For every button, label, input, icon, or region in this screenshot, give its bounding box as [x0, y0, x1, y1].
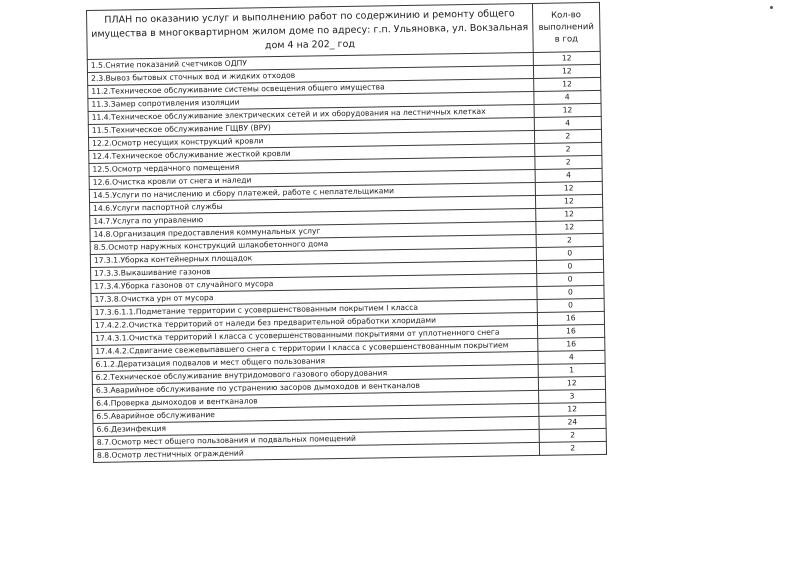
service-count-cell: 4 — [534, 90, 601, 104]
service-count-cell: 4 — [535, 168, 602, 182]
count-column-header: Кол-во выполнений в год — [532, 2, 600, 52]
service-name-cell: 6.4.Проверка дымоходов и вентканалов — [93, 390, 539, 410]
service-count-cell: 12 — [533, 77, 600, 91]
service-name-cell: 6.2.Техническое обслуживание внутридомового газового оборудования — [92, 364, 538, 384]
service-count-cell: 12 — [534, 103, 601, 117]
service-name-cell: 12.6.Очистка кровли от снега и наледи — [89, 169, 535, 189]
service-count-cell: 12 — [533, 51, 600, 65]
service-name-cell: 14.8.Организация предоставления коммунальных услуг — [90, 221, 536, 241]
service-name-cell: 11.3.Замер сопротивления изоляции — [88, 91, 534, 111]
service-name-cell: 8.7.Осмотр мест общего пользования и подвальных помещений — [93, 429, 539, 449]
service-count-cell: 2 — [536, 233, 603, 247]
service-name-cell: 6.6.Дезинфекция — [93, 416, 539, 436]
service-count-cell: 12 — [538, 376, 605, 390]
service-name-cell: 12.2.Осмотр несущих конструкций кровли — [89, 130, 535, 150]
service-count-cell: 0 — [536, 259, 603, 273]
service-count-cell: 3 — [538, 389, 605, 403]
service-count-cell: 2 — [534, 142, 601, 156]
service-name-cell: 14.7.Услуга по управлению — [90, 208, 536, 228]
service-name-cell: 8.5.Осмотр наружных конструкций шлакобетонного дома — [90, 234, 536, 254]
service-count-cell: 0 — [536, 246, 603, 260]
service-count-cell: 2 — [534, 129, 601, 143]
service-count-cell: 24 — [539, 415, 606, 429]
service-name-cell: 14.5.Услуги по начислению и сбору платежей, работе с неплательщиками — [89, 182, 535, 202]
service-name-cell: 8.8.Осмотр лестничных ограждений — [93, 442, 539, 462]
service-count-cell: 12 — [535, 194, 602, 208]
service-count-cell: 16 — [537, 324, 604, 338]
service-count-cell: 0 — [537, 298, 604, 312]
service-name-cell: 2.3.Вывоз бытовых сточных вод и жидких отходов — [87, 65, 533, 85]
service-name-cell: 17.4.3.1.Очистка территорий I класса с усовершенствованными покрытиями от уплотненного снега — [92, 325, 538, 345]
service-count-cell: 0 — [537, 285, 604, 299]
scan-speck — [770, 6, 773, 9]
plan-table — [86, 2, 607, 463]
service-name-cell: 6.1.2.Дератизация подвалов и мест общего пользования — [92, 351, 538, 371]
service-count-cell: 16 — [537, 311, 604, 325]
service-count-cell: 4 — [534, 116, 601, 130]
plan-title: ПЛАН по оказанию услуг и выполнению работ по содержинию и ремонту общего имущества в многоквартирном жилом доме по адресу: г.п. Ульяновка, ул. Вокзальная дом 4 на 202_ год — [87, 3, 533, 59]
service-name-cell: 11.4.Техническое обслуживание электрических сетей и их оборудования на лестничных клетках — [88, 104, 534, 124]
service-count-cell: 4 — [538, 350, 605, 364]
service-name-cell: 14.6.Услуги паспортной службы — [90, 195, 536, 215]
service-count-cell: 12 — [535, 207, 602, 221]
service-name-cell: 17.4.4.2.Сдвигание свежевыпавшего снега с территории I класса с усовершенствованным покрытием — [92, 338, 538, 358]
service-count-cell: 2 — [539, 428, 606, 442]
service-name-cell: 11.5.Техническое обслуживание ГЩВУ (ВРУ) — [88, 117, 534, 137]
service-count-cell: 2 — [535, 155, 602, 169]
service-name-cell: 17.3.8.Очистка урн от мусора — [91, 286, 537, 306]
service-name-cell: 6.5.Аварийное обслуживание — [93, 403, 539, 423]
service-count-cell: 2 — [539, 441, 606, 455]
service-count-cell: 12 — [533, 64, 600, 78]
service-count-cell: 12 — [538, 402, 605, 416]
service-name-cell: 12.4.Техническое обслуживание жесткой кровли — [89, 143, 535, 163]
plan-table-body — [87, 51, 606, 462]
service-name-cell: 17.3.4.Уборка газонов от случайного мусора — [91, 273, 537, 293]
service-name-cell: 17.3.3.Выкашивание газонов — [91, 260, 537, 280]
service-name-cell: 17.4.2.2.Очистка территорий от наледи без предварительной обработки хлоридами — [91, 312, 537, 332]
service-name-cell: 6.3.Аварийное обслуживание по устранению засоров дымоходов и вентканалов — [92, 377, 538, 397]
service-count-cell: 12 — [535, 181, 602, 195]
service-name-cell: 17.3.6.1.1.Подметание территории с усовершенствованным покрытием I класса — [91, 299, 537, 319]
service-count-cell: 0 — [536, 272, 603, 286]
table-header-row — [87, 2, 601, 59]
service-name-cell: 12.5.Осмотр чердачного помещения — [89, 156, 535, 176]
service-name-cell: 11.2.Техническое обслуживание системы освещения общего имущества — [88, 78, 534, 98]
service-count-cell: 12 — [536, 220, 603, 234]
service-name-cell: 1.5.Снятие показаний счетчиков ОДПУ — [87, 52, 533, 72]
service-count-cell: 16 — [537, 337, 604, 351]
service-name-cell: 17.3.1.Уборка контейнерных площадок — [90, 247, 536, 267]
service-count-cell: 1 — [538, 363, 605, 377]
